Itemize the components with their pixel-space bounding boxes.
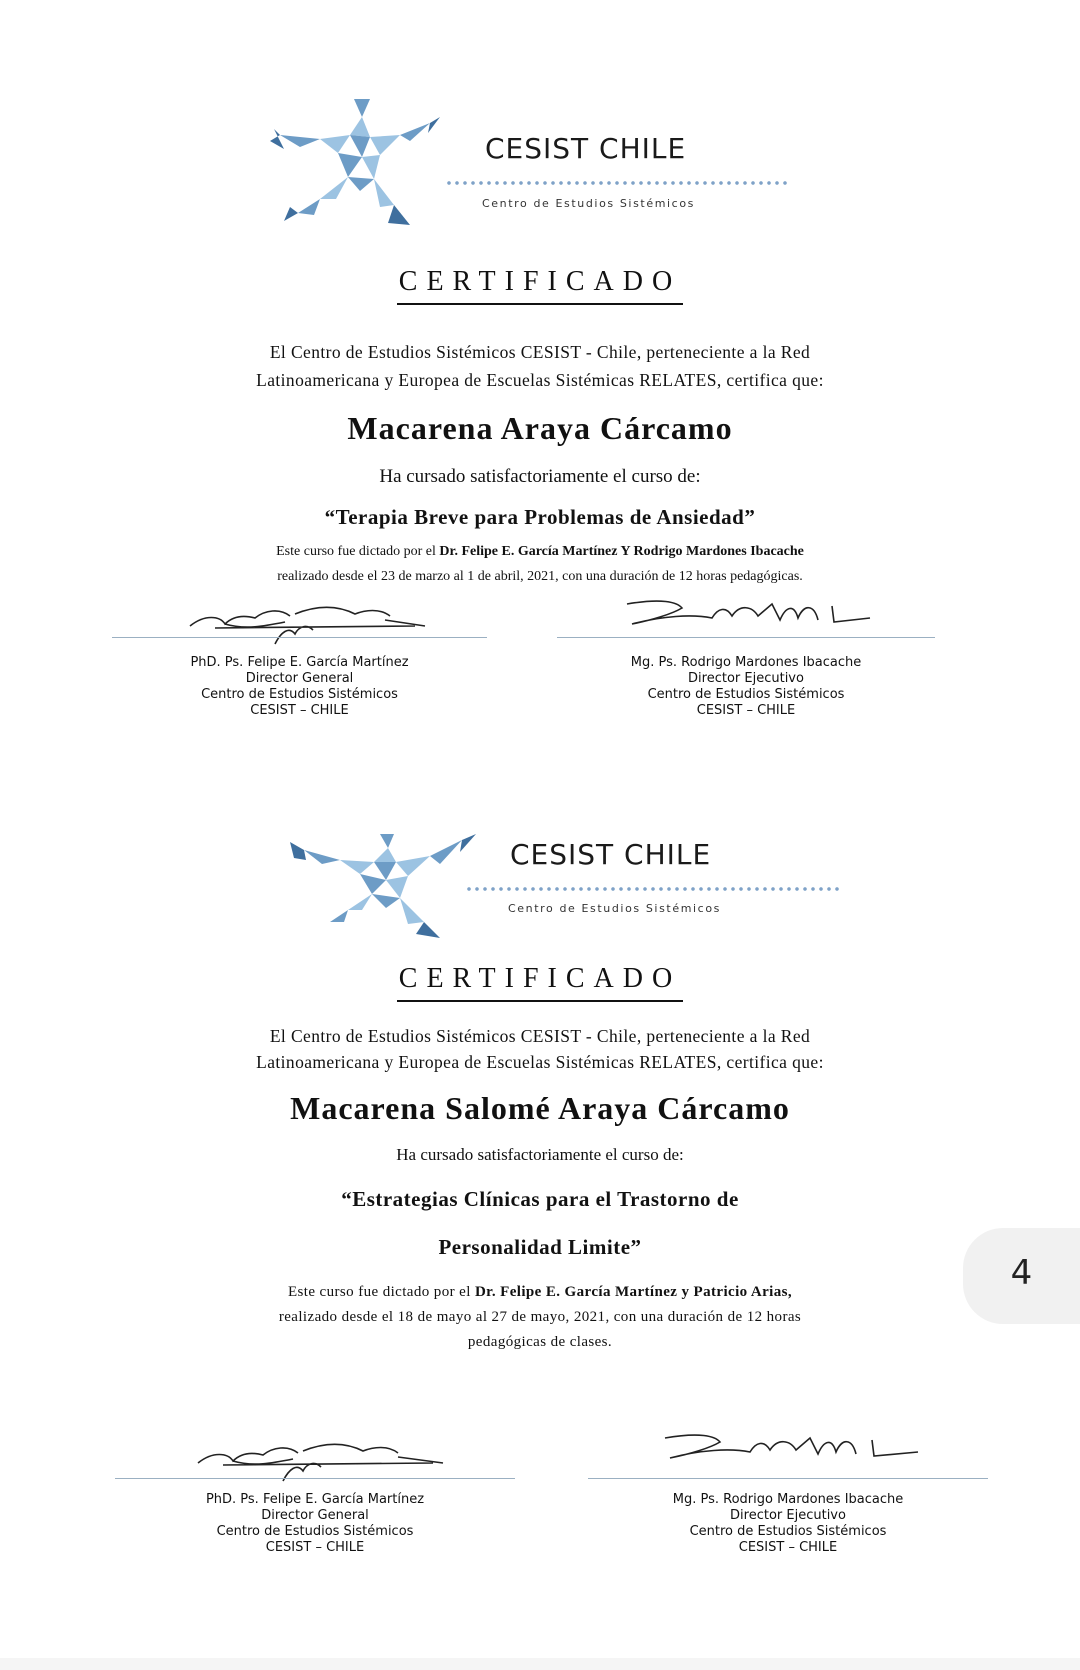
signature-felipe-icon (185, 596, 435, 646)
signature-line-right (557, 637, 935, 638)
certificate-heading: CERTIFICADO (0, 963, 1080, 995)
signature-rodrigo-icon (622, 594, 882, 634)
signer-org: Centro de Estudios Sistémicos (647, 687, 845, 702)
signer-org: Centro de Estudios Sistémicos (201, 687, 398, 702)
dictado-line-3: pedagógicas de clases. (467, 1334, 613, 1350)
signer-role: Director General (261, 1508, 369, 1523)
signature-rodrigo-icon (660, 1428, 930, 1468)
logo-title: CESIST CHILE (485, 132, 687, 165)
signer-place: CESIST – CHILE (696, 703, 796, 718)
intro-line-1: El Centro de Estudios Sistémicos CESIST - Chile, perteneciente a la Red (269, 1026, 811, 1046)
signature-felipe-icon (193, 1433, 453, 1483)
bottom-edge (0, 1658, 1080, 1670)
logo-dotted-divider (445, 180, 790, 186)
signer-2-block (557, 655, 935, 719)
signer-2-block (588, 1492, 988, 1556)
course-title-line-1: “Estrategias Clínicas para el Trastorno de (341, 1187, 739, 1211)
dictado-line-1: Este curso fue dictado por el Dr. Felipe E. García Martínez Y Rodrigo Mardones Ibacache (276, 544, 804, 559)
signer-role: Director Ejecutivo (730, 1508, 846, 1523)
signer-1-block (115, 1492, 515, 1556)
intro-line-2: Latinoamericana y Europea de Escuelas Sistémicas RELATES, certifica que: (256, 1052, 824, 1072)
logo-title: CESIST CHILE (510, 838, 712, 871)
logo-subtitle: Centro de Estudios Sistémicos (508, 902, 721, 915)
dictado-line-1: Este curso fue dictado por el Dr. Felipe E. García Martínez y Patricio Arias, (287, 1284, 793, 1300)
signer-role: Director General (245, 671, 354, 686)
cursado-text: Ha cursado satisfactoriamente el curso de: (379, 466, 701, 487)
signer-place: CESIST – CHILE (265, 1540, 365, 1555)
certificate-heading: CERTIFICADO (0, 266, 1080, 298)
signer-name: Mg. Ps. Rodrigo Mardones Ibacache (672, 1492, 904, 1507)
page-indicator[interactable] (963, 1228, 1080, 1324)
signer-org: Centro de Estudios Sistémicos (689, 1524, 887, 1539)
intro-line-2: Latinoamericana y Europea de Escuelas Sistémicas RELATES, certifica que: (256, 370, 824, 390)
signer-place: CESIST – CHILE (738, 1540, 838, 1555)
logo-dotted-divider (465, 886, 840, 892)
signature-line-left (112, 637, 487, 638)
signer-place: CESIST – CHILE (250, 703, 349, 718)
signer-role: Director Ejecutivo (688, 671, 804, 686)
recipient-name: Macarena Araya Cárcamo (347, 410, 733, 446)
signer-1-block (112, 655, 487, 719)
logo-subtitle: Centro de Estudios Sistémicos (482, 197, 695, 210)
dictado-line-2: realizado desde el 23 de marzo al 1 de abril, 2021, con una duración de 12 horas pedagógicas. (277, 569, 803, 584)
cursado-text: Ha cursado satisfactoriamente el curso de: (396, 1145, 684, 1164)
signature-line-right (588, 1478, 988, 1479)
dictado-line-2: realizado desde el 18 de mayo al 27 de mayo, 2021, con una duración de 12 horas (278, 1309, 802, 1325)
cesist-star-logo-icon (270, 95, 445, 235)
course-title: “Terapia Breve para Problemas de Ansiedad” (324, 505, 756, 529)
signature-line-left (115, 1478, 515, 1479)
intro-line-1: El Centro de Estudios Sistémicos CESIST - Chile, perteneciente a la Red (269, 342, 811, 362)
signer-name: PhD. Ps. Felipe E. García Martínez (205, 1492, 425, 1507)
recipient-name: Macarena Salomé Araya Cárcamo (290, 1090, 790, 1126)
page-number: 4 (1010, 1253, 1033, 1293)
signer-org: Centro de Estudios Sistémicos (216, 1524, 414, 1539)
cesist-star-logo-icon (290, 830, 480, 940)
signer-name: Mg. Ps. Rodrigo Mardones Ibacache (630, 655, 862, 670)
signer-name: PhD. Ps. Felipe E. García Martínez (190, 655, 409, 670)
course-title-line-2: Personalidad Limite” (438, 1235, 642, 1259)
